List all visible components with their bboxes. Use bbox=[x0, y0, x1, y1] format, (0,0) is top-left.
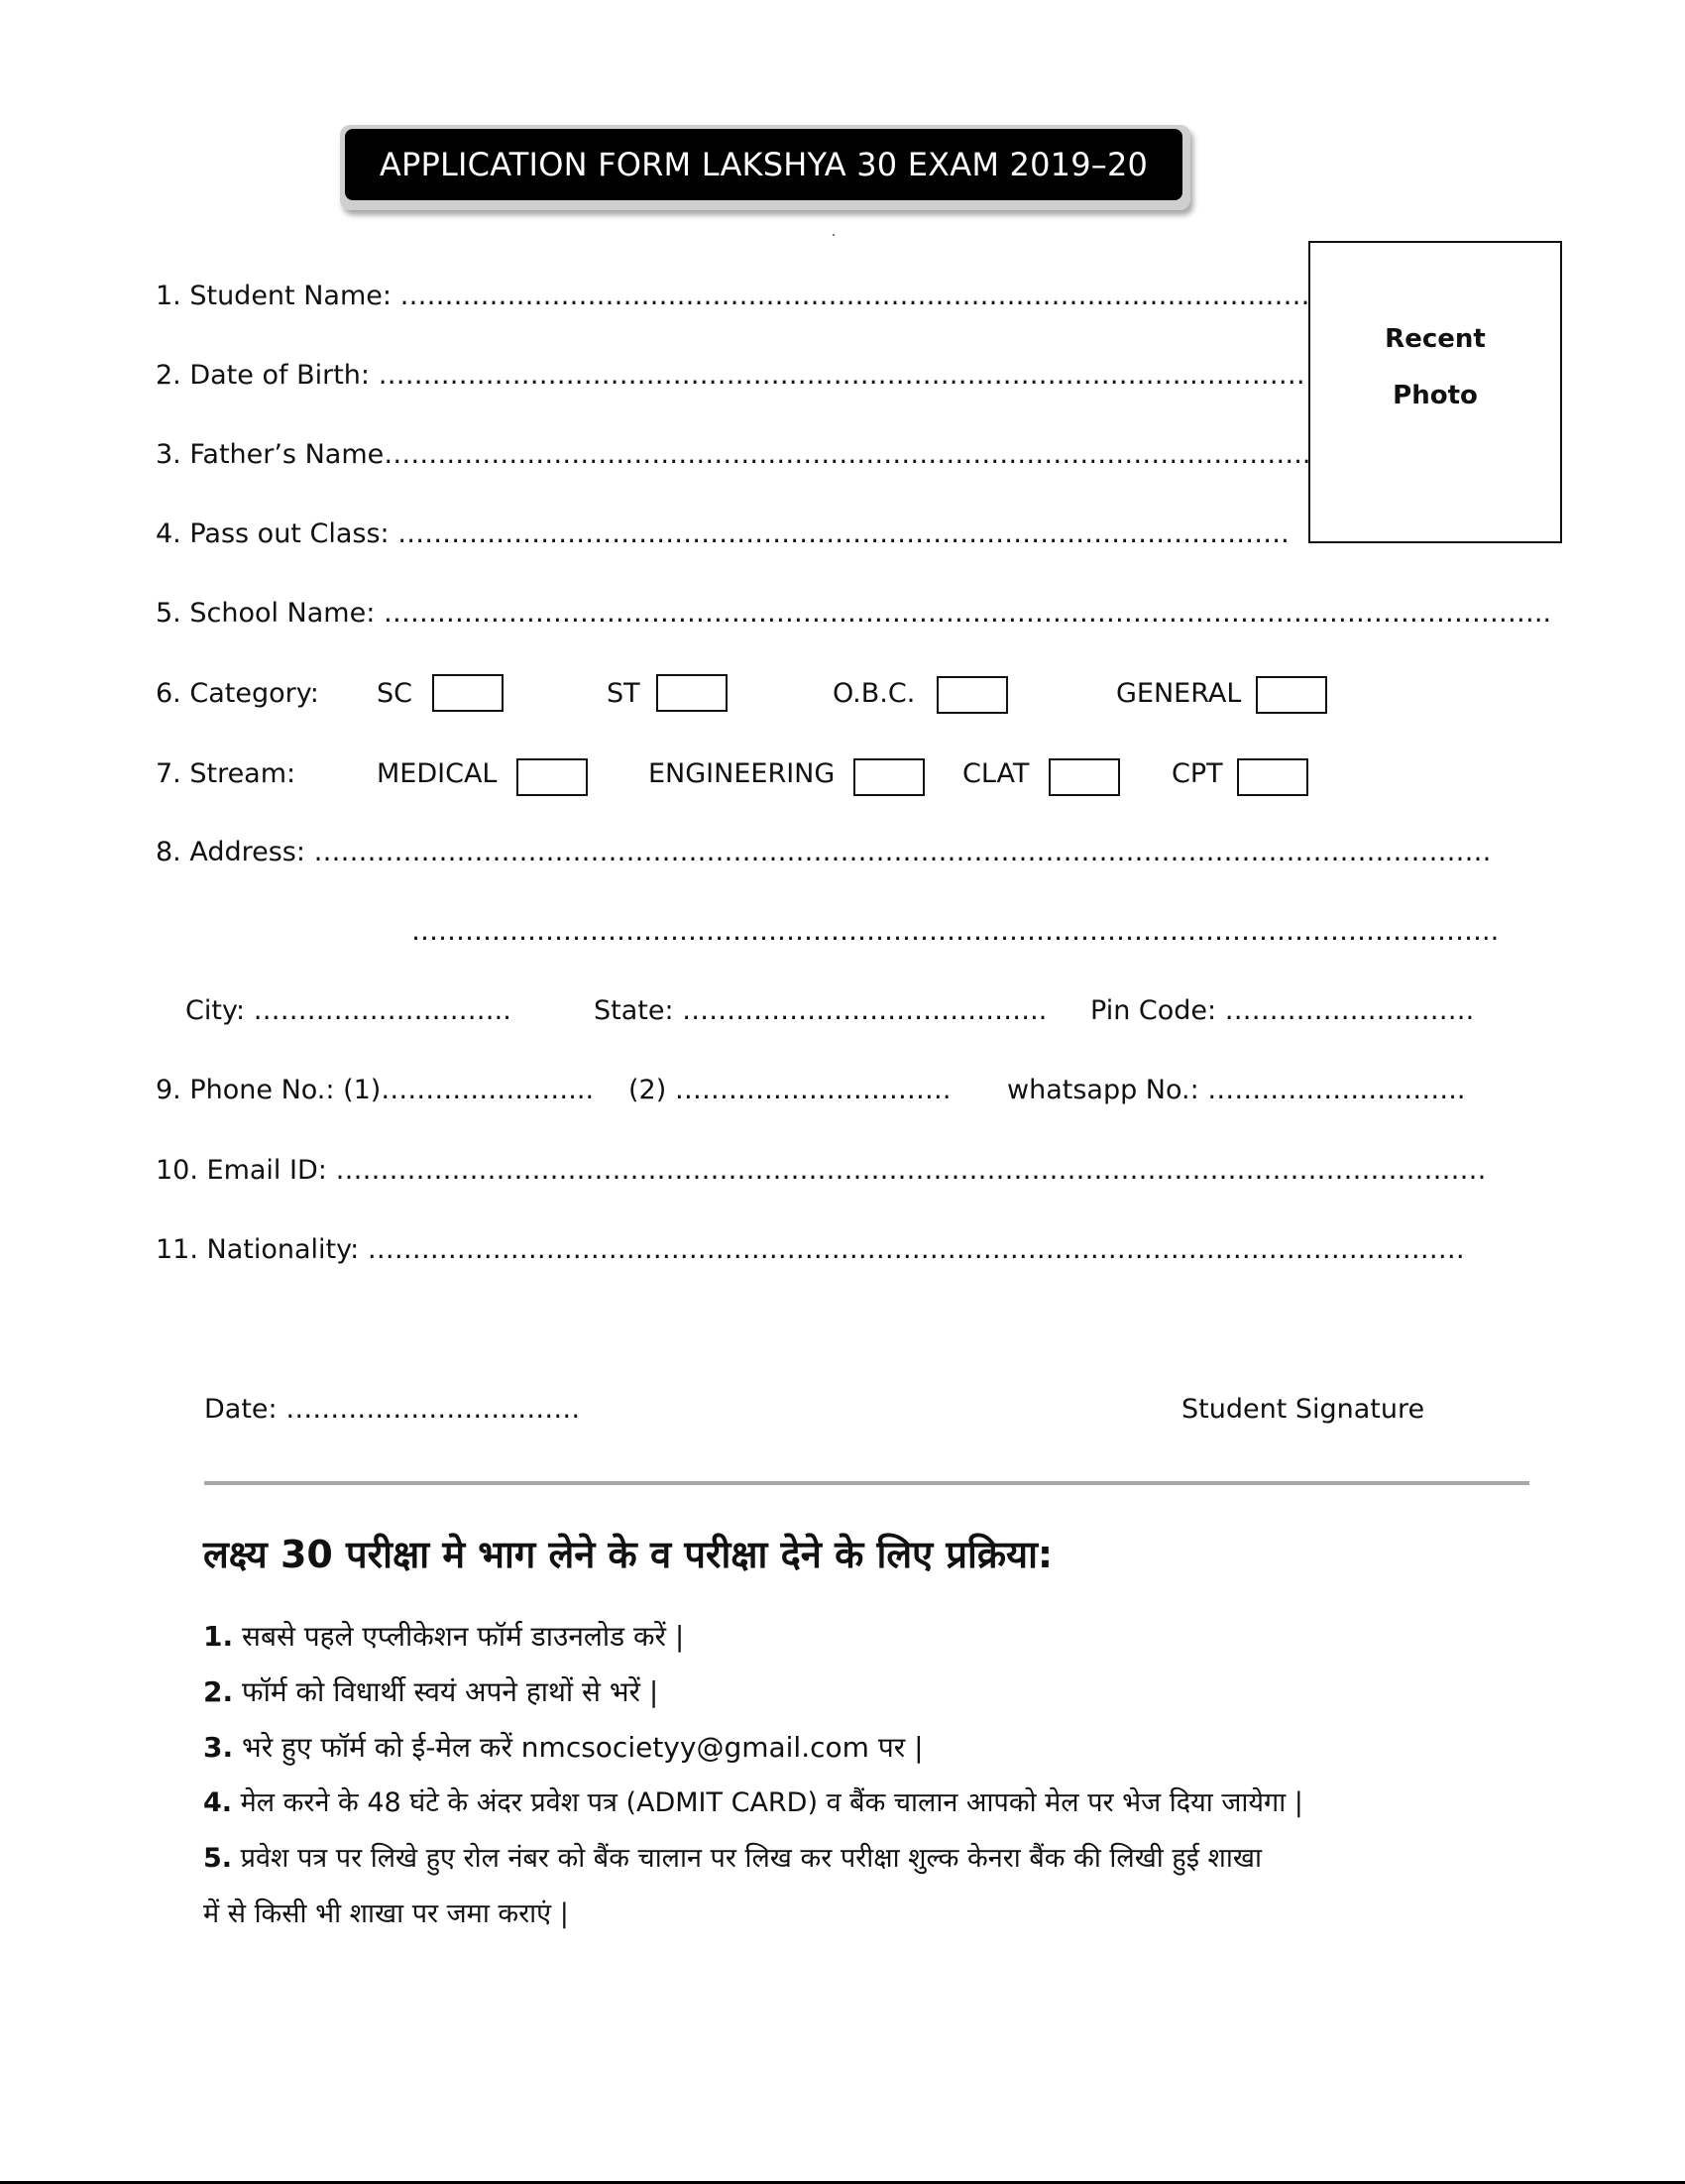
step-number: 2. bbox=[203, 1675, 234, 1708]
photo-label-line1: Recent bbox=[1385, 324, 1486, 354]
date-field[interactable]: Date: …………………………… bbox=[204, 1394, 581, 1425]
stray-mark bbox=[833, 234, 835, 236]
phone2-field[interactable]: (2) …………………………. bbox=[628, 1075, 952, 1105]
city-field[interactable]: City: ……………………….. bbox=[185, 995, 511, 1026]
category-option-sc: SC bbox=[377, 678, 412, 709]
category-option-general: GENERAL bbox=[1116, 678, 1242, 709]
stream-option-clat: CLAT bbox=[962, 758, 1030, 789]
stream-option-cpt: CPT bbox=[1172, 758, 1223, 789]
step-number: 4. bbox=[203, 1787, 233, 1818]
stream-label: 7. Stream: bbox=[156, 758, 296, 789]
stream-medical-checkbox[interactable] bbox=[516, 758, 588, 796]
instruction-step-3 bbox=[203, 1728, 924, 1768]
phone1-field[interactable]: 9. Phone No.: (1)…………………... bbox=[156, 1075, 595, 1105]
stream-engineering-checkbox[interactable] bbox=[853, 758, 925, 796]
photo-label-line2: Photo bbox=[1393, 381, 1478, 410]
email-field[interactable]: 10. Email ID: ………………………………………………………………………………………………………………… bbox=[156, 1155, 1487, 1186]
form-title: APPLICATION FORM LAKSHYA 30 EXAM 2019–20 bbox=[345, 129, 1182, 200]
stream-cpt-checkbox[interactable] bbox=[1237, 758, 1308, 796]
whatsapp-field[interactable]: whatsapp No.: ……………………….. bbox=[1007, 1075, 1466, 1105]
section-divider bbox=[204, 1481, 1529, 1485]
category-st-checkbox[interactable] bbox=[656, 674, 728, 712]
instruction-step-5 bbox=[203, 1839, 1262, 1879]
stream-option-engineering: ENGINEERING bbox=[648, 758, 836, 789]
instruction-step-2 bbox=[203, 1672, 658, 1712]
nationality-field[interactable]: 11. Nationality: …………………………………………………………………………………………………………… bbox=[156, 1234, 1465, 1265]
school-name-field[interactable]: 5. School Name: ………………………………………………………………………………………………………………….. bbox=[156, 598, 1552, 629]
category-label: 6. Category: bbox=[156, 678, 319, 709]
instruction-step-5-continuation: में से किसी भी शाखा पर जमा कराएं | bbox=[203, 1898, 569, 1929]
title-banner bbox=[340, 125, 1190, 210]
stream-option-medical: MEDICAL bbox=[377, 758, 498, 789]
pin-code-field[interactable]: Pin Code: ………………………. bbox=[1090, 995, 1475, 1026]
step-number: 1. bbox=[203, 1620, 234, 1653]
stream-clat-checkbox[interactable] bbox=[1049, 758, 1120, 796]
student-signature-label: Student Signature bbox=[1181, 1394, 1425, 1425]
category-general-checkbox[interactable] bbox=[1256, 676, 1327, 714]
pass-out-class-field[interactable]: 4. Pass out Class: ………………………………………………………………………………………. bbox=[156, 518, 1290, 549]
category-obc-checkbox[interactable] bbox=[937, 676, 1008, 714]
category-option-obc: O.B.C. bbox=[833, 678, 916, 709]
category-option-st: ST bbox=[607, 678, 640, 709]
student-name-field[interactable]: 1. Student Name: ………………………………………………………………………………………… bbox=[156, 281, 1310, 311]
category-sc-checkbox[interactable] bbox=[432, 674, 504, 712]
step-text: फॉर्म को विधार्थी स्वयं अपने हाथों से भरें | bbox=[233, 1675, 659, 1708]
step-text: मेल करने के 48 घंटे के अंदर प्रवेश पत्र (ADMIT CARD) व बैंक चालान आपको मेल पर भेज दिया जायेगा | bbox=[232, 1787, 1303, 1818]
instructions-heading: लक्ष्य 30 परीक्षा मे भाग लेने के व परीक्षा देने के लिए प्रक्रिया: bbox=[203, 1533, 1054, 1576]
step-number: 3. bbox=[203, 1731, 234, 1764]
step-number: 5. bbox=[203, 1843, 233, 1874]
dob-field[interactable]: 2. Date of Birth: ………………………………………………………………………………..………… bbox=[156, 360, 1305, 391]
step-text: भरे हुए फॉर्म को ई-मेल करें nmcsocietyy@gmail.com पर | bbox=[233, 1731, 924, 1764]
address-line2-field[interactable]: ………………………………………………………………………………………………………….. bbox=[411, 916, 1500, 947]
step-text: प्रवेश पत्र पर लिखे हुए रोल नंबर को बैंक चालान पर लिख कर परीक्षा शुल्क केनरा बैंक की लिखी हुई शाखा bbox=[232, 1843, 1262, 1874]
address-line1-field[interactable]: 8. Address: …………………………………………………………………………………………………………………… bbox=[156, 837, 1492, 867]
instruction-step-4 bbox=[203, 1783, 1303, 1823]
step-text: सबसे पहले एप्लीकेशन फॉर्म डाउनलोड करें | bbox=[233, 1620, 685, 1653]
instruction-step-1 bbox=[203, 1617, 684, 1657]
state-field[interactable]: State: ………………………………….. bbox=[594, 995, 1048, 1026]
photo-box bbox=[1308, 241, 1562, 543]
father-name-field[interactable]: 3. Father’s Name………………………………………………………………………………………….. bbox=[156, 439, 1311, 470]
